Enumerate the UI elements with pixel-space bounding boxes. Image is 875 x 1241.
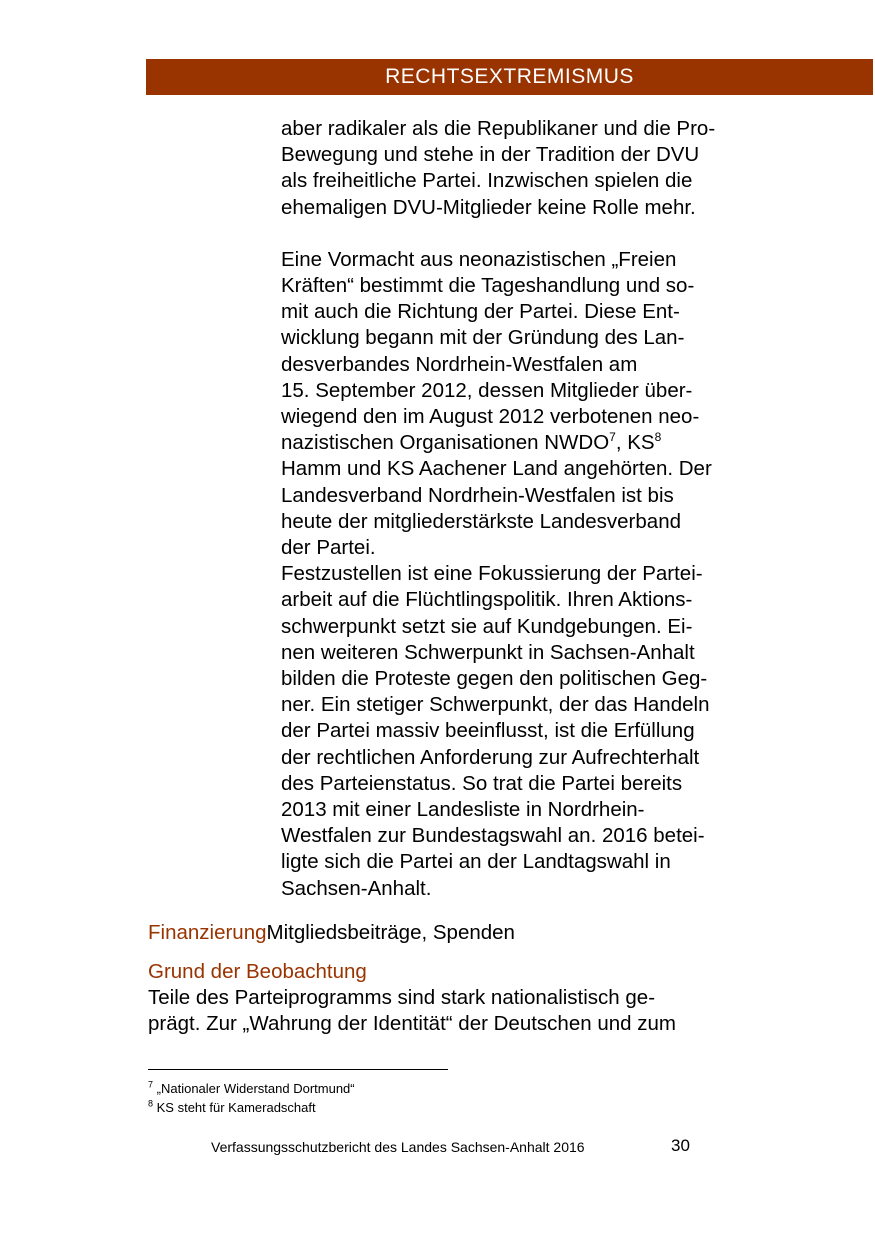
section-header-banner — [146, 59, 873, 95]
footer-report-title: Verfassungsschutzbericht des Landes Sachsen-Anhalt 2016 — [211, 1139, 585, 1155]
paragraph-dvu — [281, 116, 781, 221]
text-line: schwerpunkt setzt sie auf Kundgebungen. Ei- — [281, 614, 693, 638]
text-line: nazistischen Organisationen NWDO — [281, 431, 610, 455]
text-line: , KS — [615, 431, 655, 455]
text-line: Teile des Parteiprogramms sind stark nationalistisch ge- — [148, 986, 656, 1009]
grund-paragraph — [148, 985, 748, 1037]
footnote-separator — [148, 1069, 448, 1070]
text-line: ligte sich die Partei an der Landtagswahl in — [281, 850, 671, 874]
paragraph-freie-kraefte — [281, 247, 781, 561]
text-line: mit auch die Richtung der Partei. Diese Ent- — [281, 300, 680, 324]
footnote-text: KS steht für Kameradschaft — [156, 1100, 316, 1115]
text-line: Eine Vormacht aus neonazistischen „Freien — [281, 247, 677, 271]
footnote-8 — [148, 1098, 355, 1117]
text-line: bilden die Proteste gegen den politischen Geg- — [281, 667, 708, 691]
text-line: ehemaligen DVU-Mitglieder keine Rolle mehr. — [281, 195, 696, 219]
text-line: Bewegung und stehe in der Tradition der DVU — [281, 143, 700, 167]
section-title: RECHTSEXTREMISMUS — [385, 65, 634, 88]
text-line: nen weiteren Schwerpunkt in Sachsen-Anhalt — [281, 640, 695, 664]
text-line: arbeit auf die Flüchtlingspolitik. Ihren Aktions- — [281, 588, 693, 612]
text-line: Hamm und KS Aachener Land angehörten. Der — [281, 457, 712, 481]
text-line: der Partei. — [281, 536, 376, 560]
footnotes — [148, 1079, 355, 1117]
page-number: 30 — [671, 1136, 690, 1155]
text-line: der rechtlichen Anforderung zur Aufrechterhalt — [281, 745, 700, 769]
text-line: Westfalen zur Bundestagswahl an. 2016 betei- — [281, 824, 705, 848]
paragraph-fokussierung — [281, 561, 781, 902]
footnote-ref-8[interactable]: 8 — [654, 430, 662, 445]
text-line: 15. September 2012, dessen Mitglieder über- — [281, 378, 693, 402]
finanzierung-label: Finanzierung — [148, 921, 267, 944]
finanzierung-row — [148, 919, 788, 947]
text-line: heute der mitgliederstärkste Landesverband — [281, 509, 681, 533]
footnote-ref-7[interactable]: 7 — [609, 430, 616, 445]
text-line: wiegend den im August 2012 verbotenen neo- — [281, 405, 700, 429]
text-line: Kräften“ bestimmt die Tageshandlung und so- — [281, 274, 695, 298]
text-line: Festzustellen ist eine Fokussierung der Partei- — [281, 562, 703, 586]
footnote-7 — [148, 1079, 355, 1098]
text-line: desverbandes Nordrhein-Westfalen am — [281, 352, 638, 376]
text-line: Sachsen-Anhalt. — [281, 876, 432, 900]
text-line: ner. Ein stetiger Schwerpunkt, der das Handeln — [281, 693, 710, 717]
grund-text — [148, 985, 748, 1037]
text-line: aber radikaler als die Republikaner und die Pro- — [281, 117, 716, 140]
text-line: prägt. Zur „Wahrung der Identität“ der Deutschen und zum — [148, 1012, 676, 1036]
text-line: des Parteienstatus. So trat die Partei bereits — [281, 771, 683, 795]
text-line: als freiheitliche Partei. Inzwischen spielen die — [281, 169, 693, 193]
finanzierung-value: Mitgliedsbeiträge, Spenden — [266, 921, 515, 944]
main-text-column — [281, 116, 781, 902]
grund-heading: Grund der Beobachtung — [148, 960, 367, 983]
footnote-number: 7 — [148, 1079, 154, 1090]
text-line: wicklung begann mit der Gründung des Lan- — [281, 326, 685, 350]
text-line: 2013 mit einer Landesliste in Nordrhein- — [281, 798, 645, 822]
text-line: der Partei massiv beeinflusst, ist die Erfüllung — [281, 719, 695, 743]
footnote-text: „Nationaler Widerstand Dortmund“ — [156, 1081, 355, 1096]
text-line: Landesverband Nordrhein-Westfalen ist bis — [281, 483, 674, 507]
footnote-number: 8 — [148, 1098, 154, 1109]
